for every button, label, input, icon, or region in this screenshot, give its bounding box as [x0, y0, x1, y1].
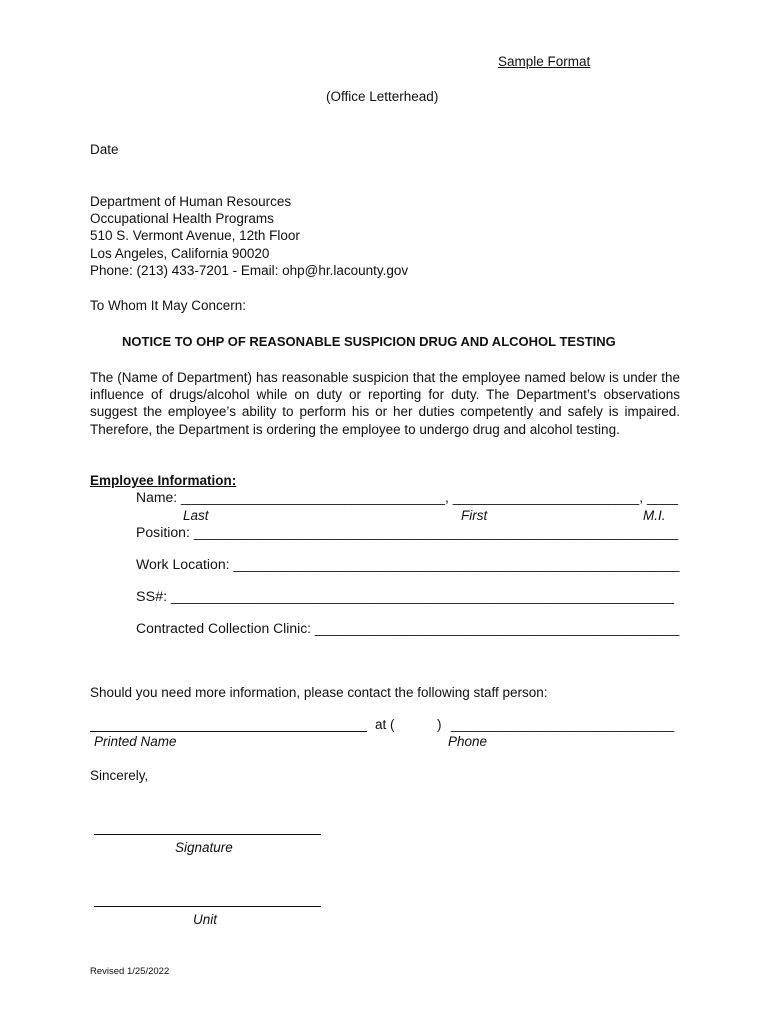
signature-line[interactable]: [94, 834, 321, 835]
unit-line[interactable]: [94, 906, 321, 907]
position-field[interactable]: Position: ______________________________________________________________: [136, 525, 679, 540]
notice-title: NOTICE TO OHP OF REASONABLE SUSPICION DRUG AND ALCOHOL TESTING: [122, 334, 616, 349]
body-paragraph: The (Name of Department) has reasonable suspicion that the employee named below is under the influence of drugs/alcohol while on duty or reporting for duty. The Department’s observations suggest the employee’s ability to perform his or her duties competently and safely is impaired. Therefore, the Department is ordering the employee to undergo drug and alcohol testing.: [90, 370, 680, 437]
sample-format-label: Sample Format: [498, 54, 591, 69]
middle-initial-caption: M.I.: [643, 508, 666, 523]
first-name-caption: First: [461, 508, 488, 523]
work-location-field[interactable]: Work Location: _________________________________________________________: [136, 557, 680, 572]
unit-caption: Unit: [193, 912, 218, 927]
ss-field[interactable]: SS#: _______________________________________________________________: [136, 589, 675, 604]
phone-field[interactable]: ______________________________: [451, 717, 675, 732]
address-line: Los Angeles, California 90020: [90, 246, 270, 261]
close-paren: ): [437, 717, 442, 732]
printed-name-caption: Printed Name: [94, 734, 177, 749]
signature-caption: Signature: [175, 840, 233, 855]
last-name-caption: Last: [183, 508, 209, 523]
address-line: Phone: (213) 433-7201 - Email: ohp@hr.lacounty.gov: [90, 263, 409, 278]
address-line: 510 S. Vermont Avenue, 12th Floor: [90, 228, 300, 243]
revised-date: Revised 1/25/2022: [90, 966, 170, 977]
contact-prompt: Should you need more information, please contact the following staff person:: [90, 685, 548, 700]
phone-caption: Phone: [448, 734, 488, 749]
closing: Sincerely,: [90, 768, 149, 783]
printed-name-line[interactable]: [90, 731, 367, 732]
date-label: Date: [90, 142, 119, 157]
office-letterhead-label: (Office Letterhead): [326, 89, 439, 104]
salutation: To Whom It May Concern:: [90, 298, 247, 313]
at-label: at (: [375, 717, 395, 732]
employee-info-heading: Employee Information:: [90, 473, 237, 488]
address-line: Occupational Health Programs: [90, 211, 274, 226]
address-line: Department of Human Resources: [90, 194, 292, 209]
name-field[interactable]: Name: __________________________________, ________________________, ____: [136, 490, 679, 505]
collection-clinic-field[interactable]: Contracted Collection Clinic: _______________________________________________: [136, 621, 680, 636]
